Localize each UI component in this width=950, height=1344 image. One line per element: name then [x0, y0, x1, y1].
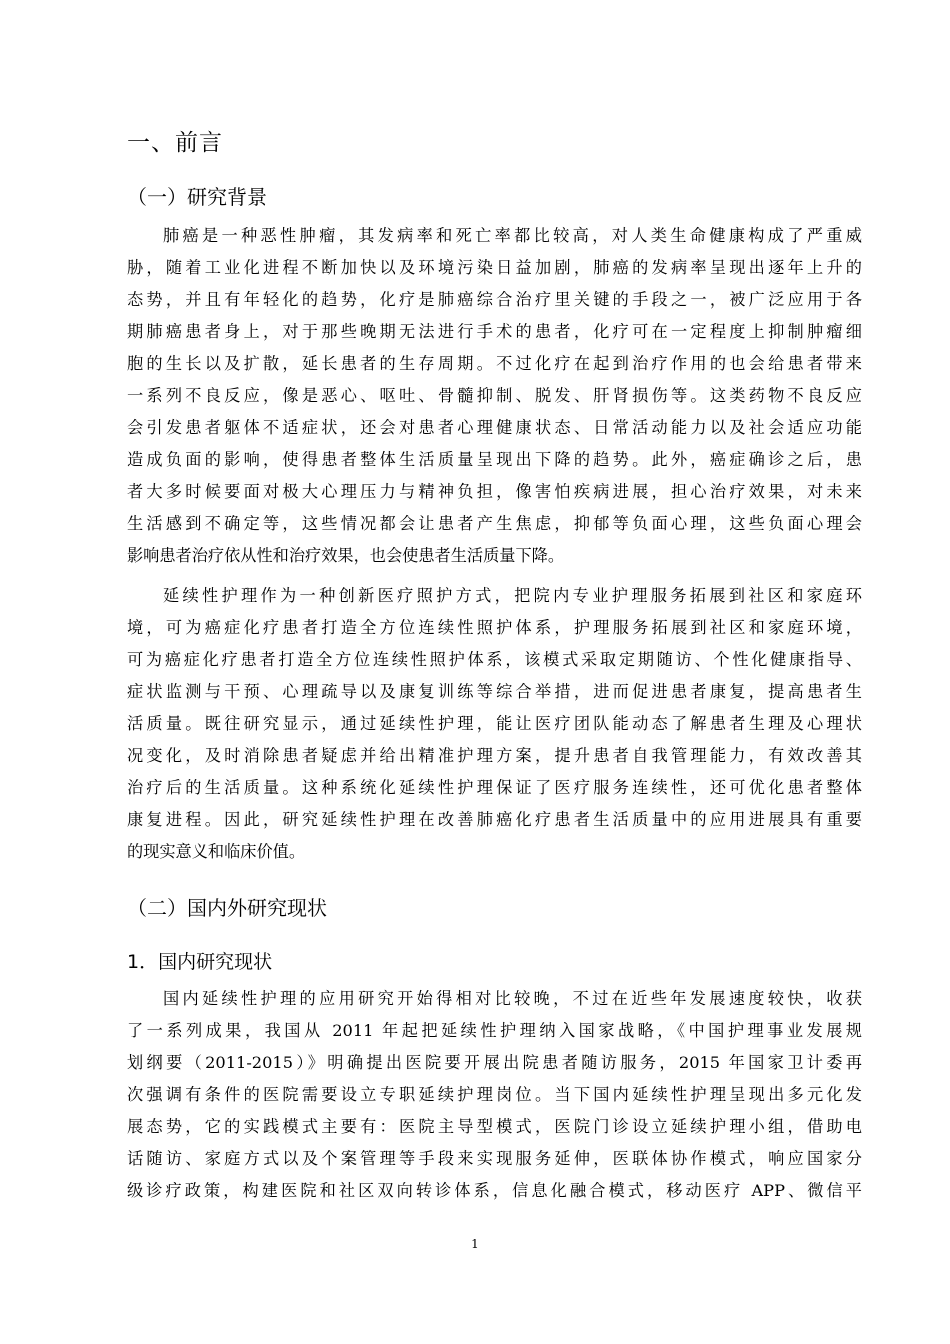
text-line: 展态势，它的实践模式主要有：医院主导型模式，医院门诊设立延续护理小组，借助电 — [127, 1117, 862, 1136]
subsection-heading-research-status: （二）国内外研究现状 — [127, 896, 327, 920]
text-line: 的现实意义和临床价值。 — [127, 842, 306, 861]
text-line: 活质量。既往研究显示，通过延续性护理，能让医疗团队能动态了解患者生理及心理状 — [127, 714, 862, 733]
text-line: 胁，随着工业化进程不断加快以及环境污染日益加剧，肺癌的发病率呈现出逐年上升的 — [127, 258, 862, 277]
text-line: 症状监测与干预、心理疏导以及康复训练等综合举措，进而促进患者康复，提高患者生 — [127, 682, 862, 701]
subheading-domestic-research: 1．国内研究现状 — [127, 951, 273, 973]
text-line: 者大多时候要面对极大心理压力与精神负担，像害怕疾病进展，担心治疗效果，对未来 — [127, 482, 862, 501]
text-line: 治疗后的生活质量。这种系统化延续性护理保证了医疗服务连续性，还可优化患者整体 — [127, 778, 862, 797]
text-line: 一系列不良反应，像是恶心、呕吐、骨髓抑制、脱发、肝肾损伤等。这类药物不良反应 — [127, 386, 862, 405]
text-line: 影响患者治疗依从性和治疗效果，也会使患者生活质量下降。 — [127, 546, 565, 565]
section-heading: 一、前言 — [127, 130, 223, 156]
text-line: 期肺癌患者身上，对于那些晚期无法进行手术的患者，化疗可在一定程度上抑制肿瘤细 — [127, 322, 862, 341]
text-line: 会引发患者躯体不适症状，还会对患者心理健康状态、日常活动能力以及社会适应功能 — [127, 418, 862, 437]
text-line: 延续性护理作为一种创新医疗照护方式，把院内专业护理服务拓展到社区和家庭环 — [163, 586, 862, 605]
page-number: 1 — [471, 1237, 479, 1251]
text-line: 了一系列成果，我国从 2011 年起把延续性护理纳入国家战略，《中国护理事业发展规 — [127, 1021, 862, 1040]
text-line: 可为癌症化疗患者打造全方位连续性照护体系，该模式采取定期随访、个性化健康指导、 — [127, 650, 862, 669]
subsection-heading-background: （一）研究背景 — [127, 185, 267, 209]
paragraph-domestic — [127, 983, 862, 1207]
text-line: 级诊疗政策，构建医院和社区双向转诊体系，信息化融合模式，移动医疗 APP、微信平 — [127, 1181, 862, 1200]
text-line: 生活感到不确定等，这些情况都会让患者产生焦虑，抑郁等负面心理，这些负面心理会 — [127, 514, 862, 533]
text-line: 话随访、家庭方式以及个案管理等手段来实现服务延伸，医联体协作模式，响应国家分 — [127, 1149, 862, 1168]
text-line: 肺癌是一种恶性肿瘤，其发病率和死亡率都比较高，对人类生命健康构成了严重威 — [163, 226, 862, 245]
text-line: 态势，并且有年轻化的趋势，化疗是肺癌综合治疗里关键的手段之一，被广泛应用于各 — [127, 290, 862, 309]
text-line: 造成负面的影响，使得患者整体生活质量呈现出下降的趋势。此外，癌症确诊之后，患 — [127, 450, 862, 469]
text-line: 国内延续性护理的应用研究开始得相对比较晚，不过在近些年发展速度较快，收获 — [163, 989, 862, 1008]
text-line: 况变化，及时消除患者疑虑并给出精准护理方案，提升患者自我管理能力，有效改善其 — [127, 746, 862, 765]
text-line: 划纲要（2011-2015）》明确提出医院要开展出院患者随访服务，2015 年国家卫计委再 — [127, 1053, 862, 1072]
text-line: 康复进程。因此，研究延续性护理在改善肺癌化疗患者生活质量中的应用进展具有重要 — [127, 810, 862, 829]
text-line: 次强调有条件的医院需要设立专职延续护理岗位。当下国内延续性护理呈现出多元化发 — [127, 1085, 862, 1104]
text-line: 胞的生长以及扩散，延长患者的生存周期。不过化疗在起到治疗作用的也会给患者带来 — [127, 354, 862, 373]
paragraph-background-1 — [127, 220, 862, 572]
text-line: 境，可为癌症化疗患者打造全方位连续性照护体系，护理服务拓展到社区和家庭环境， — [127, 618, 862, 637]
paragraph-background-2 — [127, 580, 862, 868]
